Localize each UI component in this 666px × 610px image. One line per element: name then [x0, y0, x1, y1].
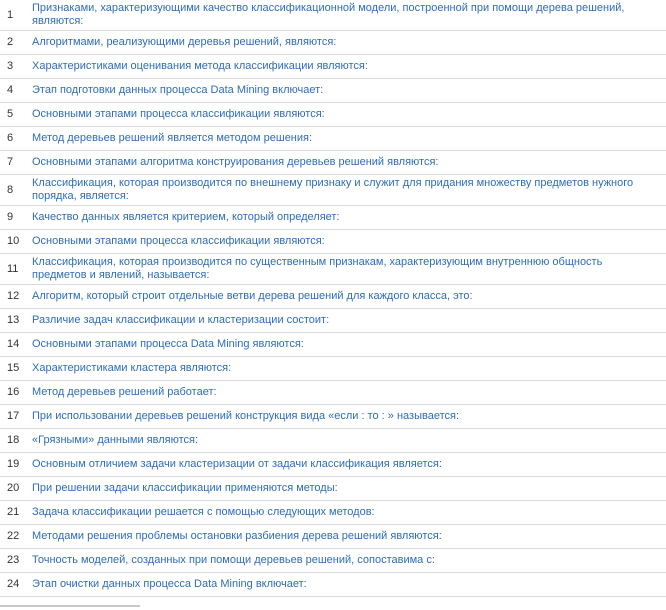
question-text[interactable]: Различие задач классификации и кластеризации состоит:: [32, 314, 330, 326]
question-number: 8: [0, 175, 28, 206]
question-text[interactable]: Метод деревьев решений работает:: [32, 386, 217, 398]
question-text[interactable]: При использовании деревьев решений конструкция вида «если : то : » называется:: [32, 410, 459, 422]
question-number: 9: [0, 206, 28, 230]
table-row: [0, 429, 666, 453]
table-row: [0, 477, 666, 501]
question-number: 19: [0, 453, 28, 477]
question-text[interactable]: Основными этапами алгоритма конструирования деревьев решений являются:: [32, 156, 439, 168]
table-row: [0, 357, 666, 381]
question-text[interactable]: Основными этапами процесса Data Mining являются:: [32, 338, 304, 350]
question-number: 13: [0, 309, 28, 333]
question-link[interactable]: [28, 501, 666, 525]
question-text[interactable]: Методами решения проблемы остановки разбиения дерева решений являются:: [32, 530, 442, 542]
question-number: 21: [0, 501, 28, 525]
table-row: [0, 309, 666, 333]
question-link[interactable]: [28, 525, 666, 549]
question-number: 17: [0, 405, 28, 429]
question-text[interactable]: Этап очистки данных процесса Data Mining включает:: [32, 578, 307, 590]
question-number: 20: [0, 477, 28, 501]
table-row: [0, 103, 666, 127]
question-link[interactable]: [28, 230, 666, 254]
question-link[interactable]: [28, 381, 666, 405]
question-link[interactable]: [28, 206, 666, 230]
table-row: [0, 381, 666, 405]
question-link[interactable]: [28, 31, 666, 55]
question-link[interactable]: [28, 127, 666, 151]
question-number: 22: [0, 525, 28, 549]
table-row: [0, 525, 666, 549]
question-link[interactable]: [28, 309, 666, 333]
question-number: 1: [0, 0, 28, 31]
question-link[interactable]: [28, 357, 666, 381]
question-link[interactable]: [28, 55, 666, 79]
question-number: 3: [0, 55, 28, 79]
question-number: 15: [0, 357, 28, 381]
question-link[interactable]: [28, 175, 666, 206]
table-row: [0, 501, 666, 525]
question-text[interactable]: «Грязными» данными являются:: [32, 434, 199, 446]
table-row: [0, 285, 666, 309]
question-number: 12: [0, 285, 28, 309]
question-link[interactable]: [28, 429, 666, 453]
question-number: 16: [0, 381, 28, 405]
table-row: [0, 31, 666, 55]
question-text[interactable]: Основными этапами процесса классификации являются:: [32, 108, 325, 120]
question-number: 24: [0, 573, 28, 597]
table-row: [0, 151, 666, 175]
question-number: 11: [0, 254, 28, 285]
table-row: [0, 549, 666, 573]
table-row: [0, 127, 666, 151]
question-number: 5: [0, 103, 28, 127]
question-number: 23: [0, 549, 28, 573]
question-link[interactable]: [28, 573, 666, 597]
question-number: 10: [0, 230, 28, 254]
question-link[interactable]: [28, 477, 666, 501]
question-text[interactable]: Классификация, которая производится по внешнему признаку и служит для придания множеству предметов нужного порядка, является:: [32, 177, 634, 202]
question-text[interactable]: Алгоритм, который строит отдельные ветви дерева решений для каждого класса, это:: [32, 290, 473, 302]
question-link[interactable]: [28, 79, 666, 103]
question-link[interactable]: [28, 254, 666, 285]
question-number: 2: [0, 31, 28, 55]
question-number: 7: [0, 151, 28, 175]
question-link[interactable]: [28, 103, 666, 127]
question-link[interactable]: [28, 151, 666, 175]
table-row: [0, 175, 666, 206]
table-row: [0, 79, 666, 103]
question-link[interactable]: [28, 285, 666, 309]
question-text[interactable]: Этап подготовки данных процесса Data Mining включает:: [32, 84, 324, 96]
question-number: 4: [0, 79, 28, 103]
table-row: [0, 55, 666, 79]
question-text[interactable]: Задача классификации решается с помощью следующих методов:: [32, 506, 375, 518]
question-text[interactable]: Основным отличием задачи кластеризации от задачи классификация является:: [32, 458, 442, 470]
question-text[interactable]: Характеристиками кластера являются:: [32, 362, 232, 374]
table-row: [0, 453, 666, 477]
question-link[interactable]: [28, 0, 666, 31]
question-text[interactable]: Признаками, характеризующими качество классификационной модели, построенной при помощи дерева решений, являются:: [32, 2, 625, 27]
question-text[interactable]: Точность моделей, созданных при помощи деревьев решений, сопоставима с:: [32, 554, 435, 566]
question-text[interactable]: Метод деревьев решений является методом решения:: [32, 132, 313, 144]
question-link[interactable]: [28, 549, 666, 573]
question-link[interactable]: [28, 453, 666, 477]
question-text[interactable]: Качество данных является критерием, который определяет:: [32, 211, 340, 223]
table-row: [0, 206, 666, 230]
question-text[interactable]: Основными этапами процесса классификации являются:: [32, 235, 325, 247]
question-text[interactable]: При решении задачи классификации применяются методы:: [32, 482, 338, 494]
question-text[interactable]: Алгоритмами, реализующими деревья решений, являются:: [32, 36, 337, 48]
table-row: [0, 405, 666, 429]
table-row: [0, 573, 666, 597]
question-number: 18: [0, 429, 28, 453]
question-number: 14: [0, 333, 28, 357]
bottom-divider: [0, 605, 140, 607]
question-number: 6: [0, 127, 28, 151]
table-row: [0, 0, 666, 31]
question-link[interactable]: [28, 333, 666, 357]
question-text[interactable]: Характеристиками оценивания метода классификации являются:: [32, 60, 368, 72]
table-row: [0, 230, 666, 254]
table-row: [0, 333, 666, 357]
question-link[interactable]: [28, 405, 666, 429]
table-row: [0, 254, 666, 285]
question-text[interactable]: Классификация, которая производится по существенным признакам, характеризующим внутреннюю общность предметов и явлений, называется:: [32, 256, 603, 281]
